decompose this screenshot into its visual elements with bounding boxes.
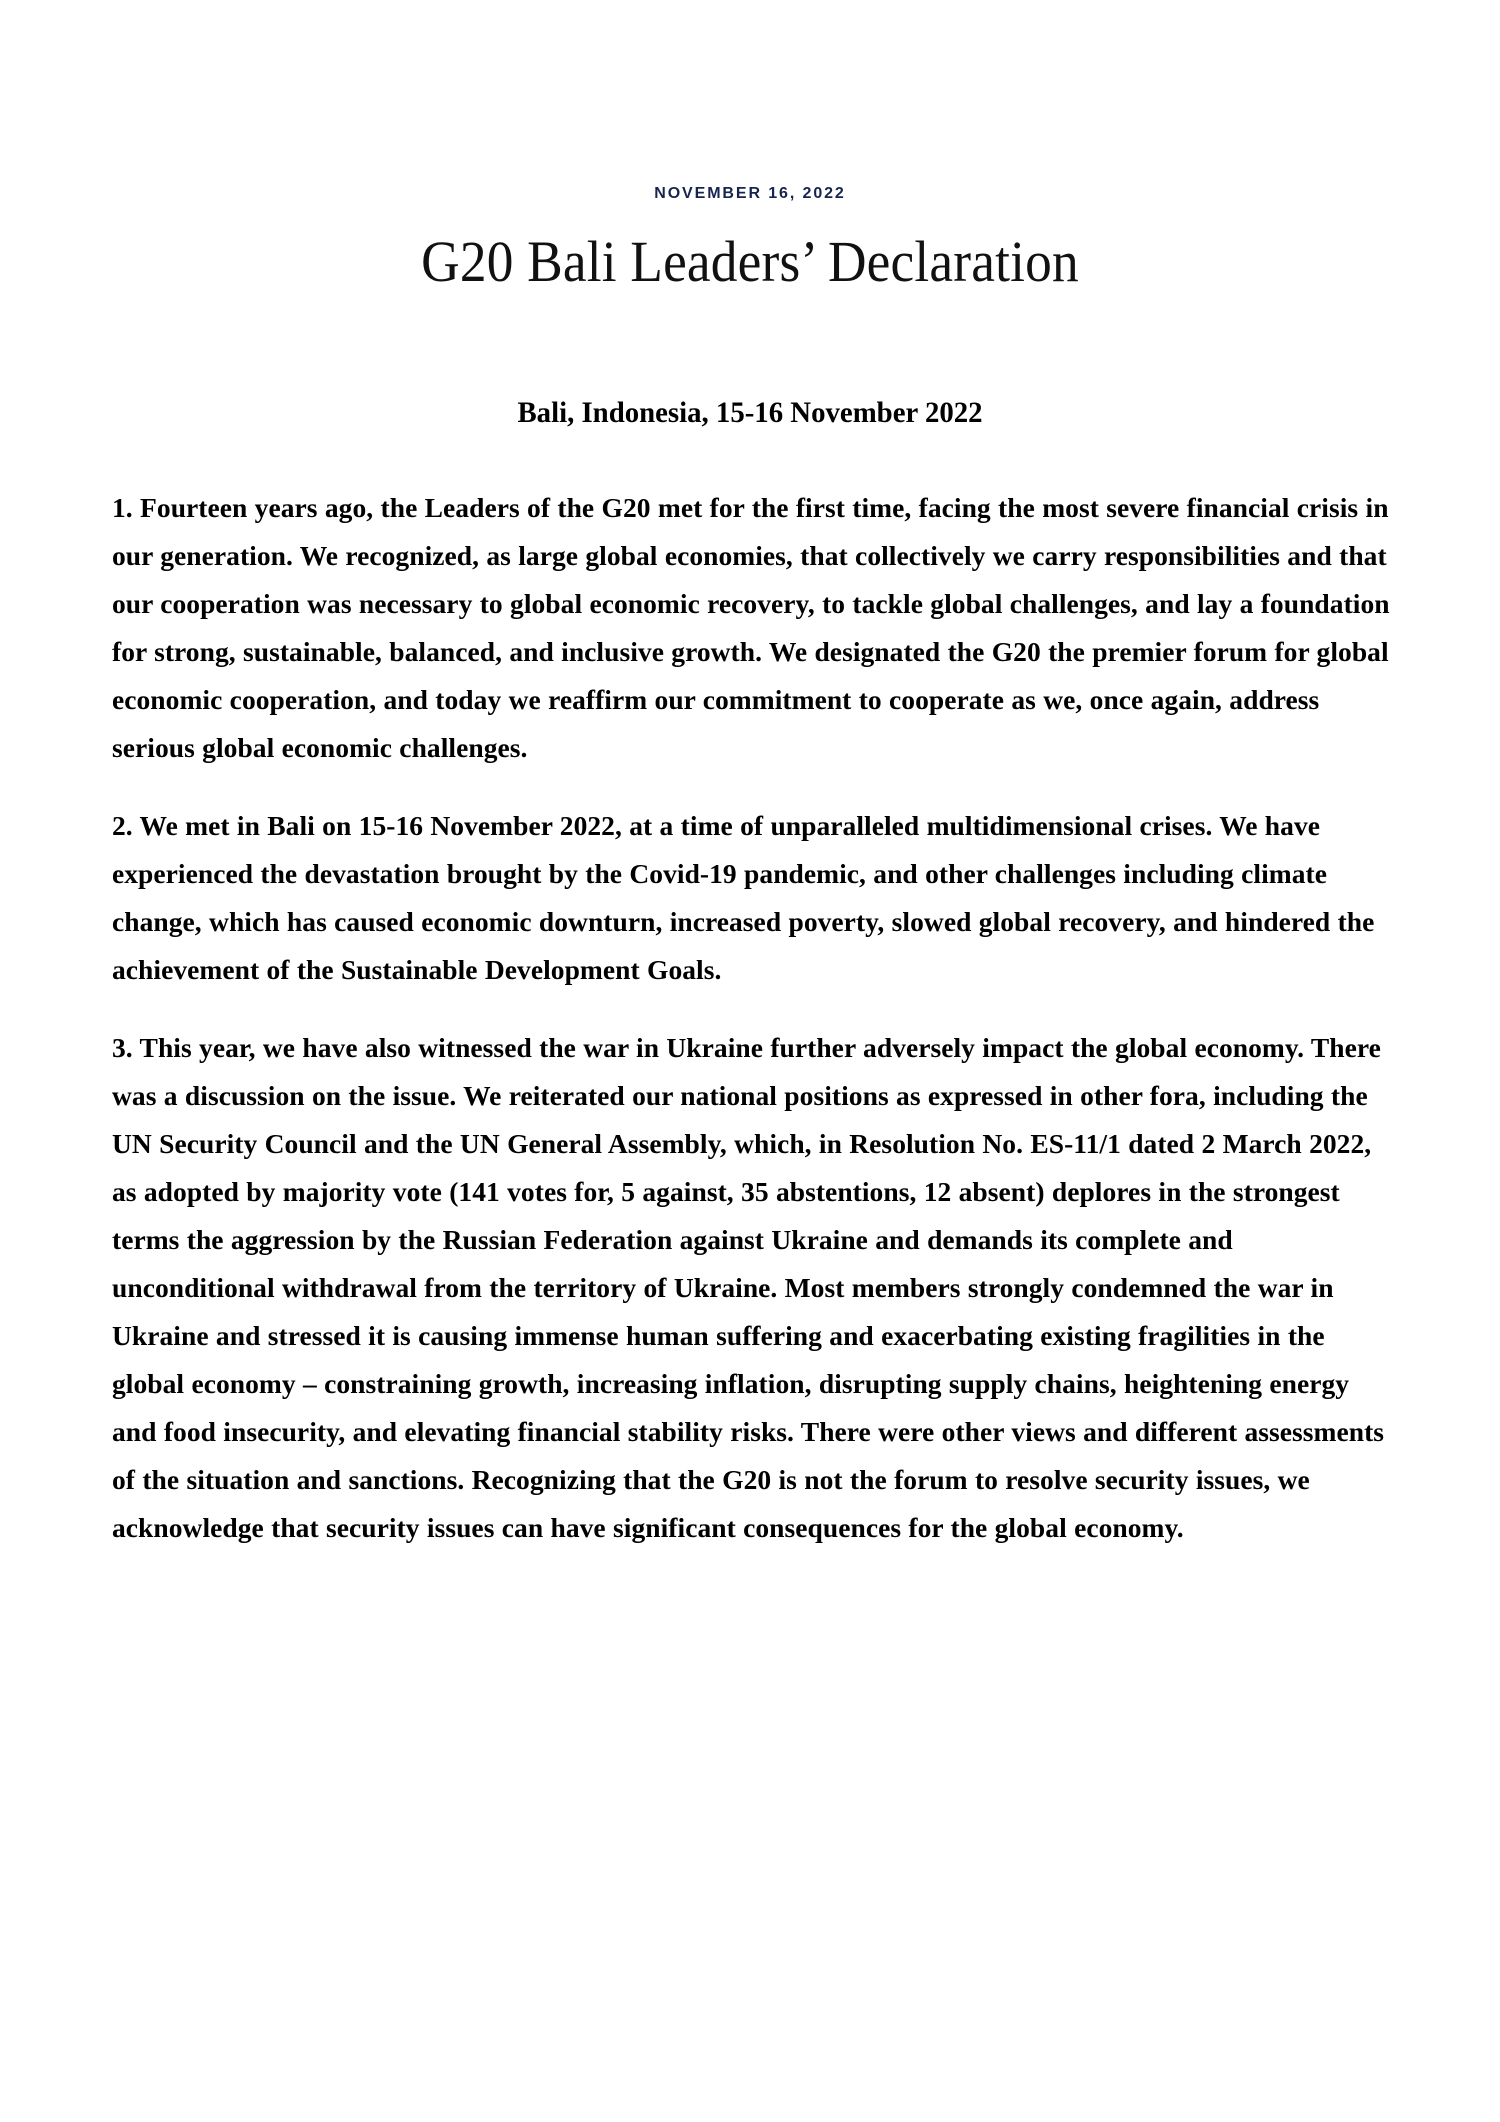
document-subtitle: Bali, Indonesia, 15-16 November 2022: [517, 396, 983, 430]
publication-date: NOVEMBER 16, 2022: [654, 185, 846, 202]
document-header: [0, 0, 1500, 295]
document-body: [0, 432, 1500, 1672]
paragraph-2: 2. We met in Bali on 15-16 November 2022, at a time of unparalleled multidimensional crises. We have experienced the devastation brought by the Covid-19 pandemic, and other challenges including climate change, which has caused economic downturn, increased poverty, slowed global recovery, and hindered the achievement of the Sustainable Development Goals.: [112, 810, 1375, 986]
paragraph-1: 1. Fourteen years ago, the Leaders of the G20 met for the first time, facing the most severe financial crisis in our generation. We recognized, as large global economies, that collectively we carry responsibilities and that our cooperation was necessary to global economic recovery, to tackle global challenges, and lay a foundation for strong, sustainable, balanced, and inclusive growth. We designated the G20 the premier forum for global economic cooperation, and today we reaffirm our commitment to cooperate as we, once again, address serious global economic challenges.: [112, 492, 1390, 764]
page-title: G20 Bali Leaders’ Declaration: [421, 229, 1079, 294]
paragraph-3: 3. This year, we have also witnessed the war in Ukraine further adversely impact the global economy. There was a discussion on the issue. We reiterated our national positions as expressed in other fora, including the UN Security Council and the UN General Assembly, which, in Resolution No. ES-11/1 dated 2 March 2022, as adopted by majority vote (141 votes for, 5 against, 35 abstentions, 12 absent) deplores in the strongest terms the aggression by the Russian Federation against Ukraine and demands its complete and unconditional withdrawal from the territory of Ukraine. Most members strongly condemned the war in Ukraine and stressed it is causing immense human suffering and exacerbating existing fragilities in the global economy – constraining growth, increasing inflation, disrupting supply chains, heightening energy and food insecurity, and elevating financial stability risks. There were other views and different assessments of the situation and sanctions. Recognizing that the G20 is not the forum to resolve security issues, we acknowledge that security issues can have significant consequences for the global economy.: [112, 1032, 1385, 1544]
